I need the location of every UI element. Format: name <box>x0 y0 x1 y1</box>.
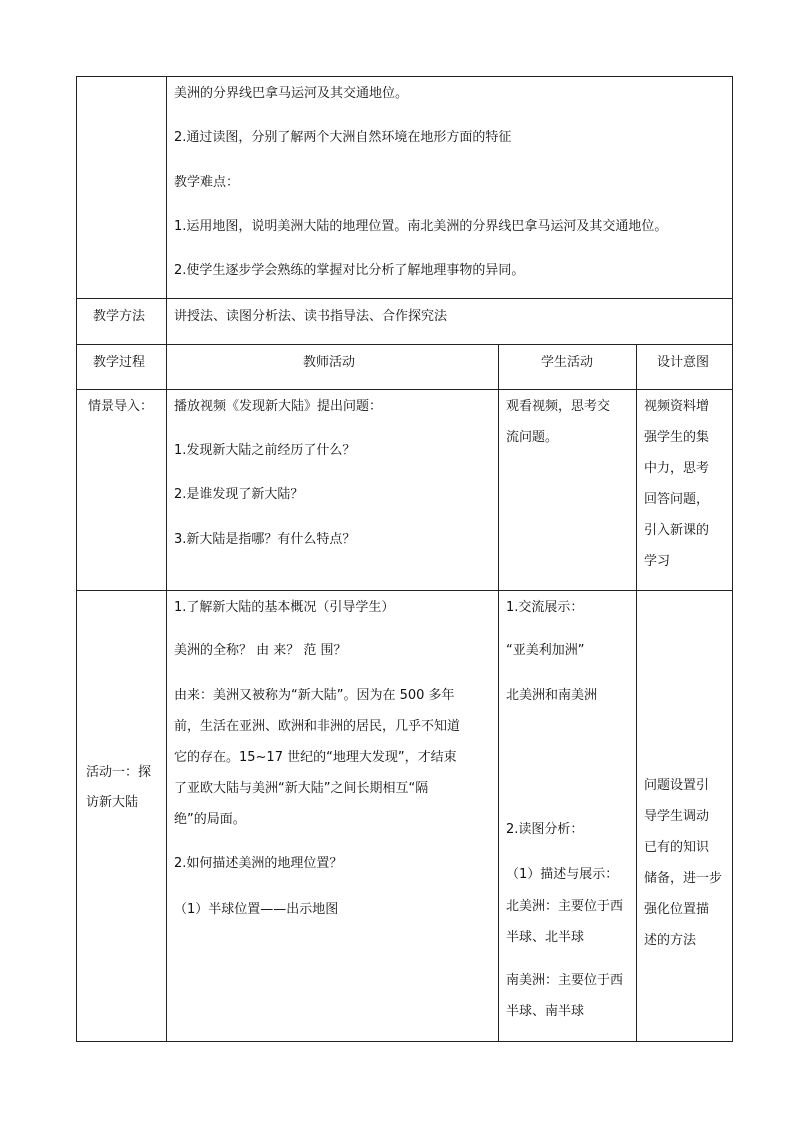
activity1-teacher-line: 美洲的全称？ 由 来？ 范 围？ <box>174 643 347 658</box>
activity1-student-line: 半球、北半球 <box>506 930 585 945</box>
header-process: 教学过程 <box>93 355 146 370</box>
difficulty-line-2: 2.使学生逐步学会熟练的掌握对比分析了解地理事物的异同。 <box>174 263 525 278</box>
difficulty-line-1: 1.运用地图，说明美洲大陆的地理位置。南北美洲的分界线巴拿马运河及其交通地位。 <box>174 219 668 234</box>
activity1-label: 访新大陆 <box>86 795 139 810</box>
header-student: 学生活动 <box>541 355 594 370</box>
activity1-student-line: （1）描述与展示： <box>506 867 619 882</box>
intro-design-line: 强学生的集 <box>644 430 710 445</box>
intro-design-line: 学习 <box>644 554 671 569</box>
intro-teacher-line: 3.新大陆是指哪？有什么特点？ <box>174 532 356 547</box>
activity1-student-line: 北美洲和南美洲 <box>506 688 598 703</box>
header-design: 设计意图 <box>657 355 710 370</box>
intro-teacher-line: 播放视频《发现新大陆》提出问题： <box>174 399 383 414</box>
activity1-student-line: 2.读图分析： <box>506 822 584 837</box>
activity1-teacher-line: 由来：美洲又被称为“新大陆”。因为在 500 多年 <box>174 688 455 703</box>
intro-label: 情景导入： <box>88 399 154 414</box>
activity1-teacher-line: 绝”的局面。 <box>174 812 246 827</box>
intro-design-line: 回答问题， <box>644 492 710 507</box>
activity1-student-line: 半球、南半球 <box>506 1004 585 1019</box>
intro-student-line: 观看视频，思考交 <box>506 399 611 414</box>
difficulty-title: 教学难点： <box>174 175 240 190</box>
method-value: 讲授法、读图分析法、读书指导法、合作探究法 <box>174 309 448 324</box>
activity1-student-line: “亚美利加洲” <box>506 643 585 658</box>
intro-design-line: 中力，思考 <box>644 461 710 476</box>
activity1-teacher-line: 2.如何描述美洲的地理位置？ <box>174 856 343 871</box>
intro-student-line: 流问题。 <box>506 430 559 445</box>
activity1-teacher-line: 了亚欧大陆与美洲“新大陆”之间长期相互“隔 <box>174 781 429 796</box>
activity1-student-line: 1.交流展示： <box>506 600 584 615</box>
header-teacher: 教师活动 <box>303 355 356 370</box>
intro-teacher-line: 1.发现新大陆之前经历了什么？ <box>174 443 356 458</box>
activity1-student-line: 南美洲：主要位于西 <box>506 973 624 988</box>
activity1-design-line: 导学生调动 <box>644 809 710 824</box>
activity1-teacher-line: 它的存在。15~17 世纪的“地理大发现”，才结束 <box>174 750 457 765</box>
lesson-plan-table <box>76 76 733 1042</box>
activity1-teacher-line: （1）半球位置——出示地图 <box>174 902 339 917</box>
activity1-design-line: 强化位置描 <box>644 902 710 917</box>
objective-line-2: 2.通过读图，分别了解两个大洲自然环境在地形方面的特征 <box>174 130 512 145</box>
intro-design-line: 视频资料增 <box>644 399 710 414</box>
activity1-design-line: 已有的知识 <box>644 840 710 855</box>
activity1-teacher-line: 前，生活在亚洲、欧洲和非洲的居民，几乎不知道 <box>174 719 461 734</box>
method-label: 教学方法 <box>93 309 146 324</box>
activity1-design-line: 储备，进一步 <box>644 871 723 886</box>
activity1-label: 活动一：探 <box>86 765 152 780</box>
intro-teacher-line: 2.是谁发现了新大陆？ <box>174 487 304 502</box>
intro-design-line: 引入新课的 <box>644 523 710 538</box>
activity1-student-line: 北美洲：主要位于西 <box>506 899 624 914</box>
activity1-design-line: 述的方法 <box>644 933 697 948</box>
objective-line-1: 美洲的分界线巴拿马运河及其交通地位。 <box>174 86 409 101</box>
activity1-teacher-line: 1.了解新大陆的基本概况（引导学生） <box>174 600 395 615</box>
activity1-design-line: 问题设置引 <box>644 778 710 793</box>
